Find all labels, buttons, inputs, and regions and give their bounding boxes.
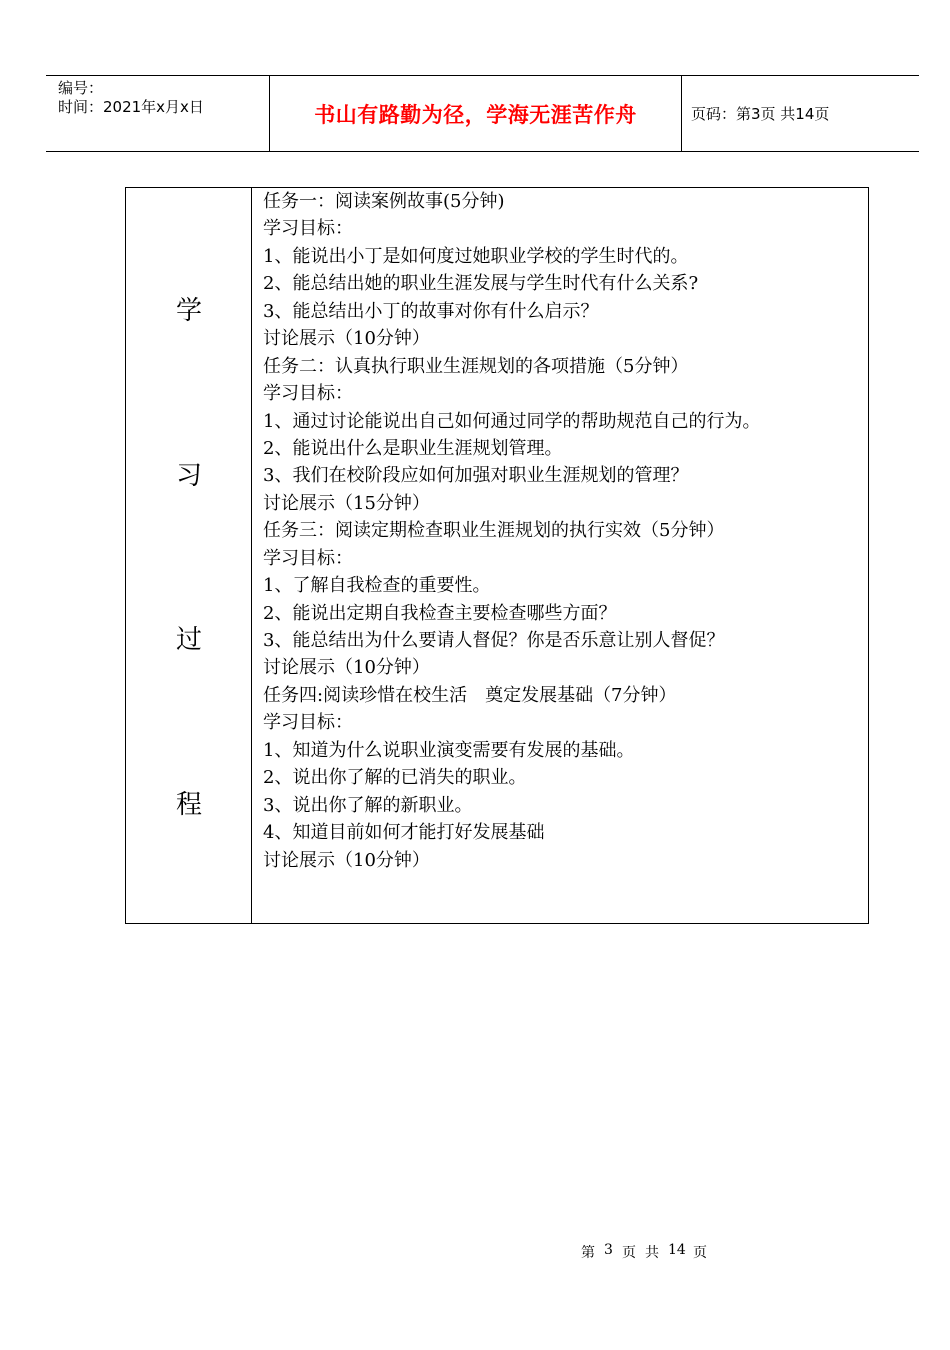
header-page-number: 页码：第3页 共14页 — [691, 105, 830, 123]
header-meta — [58, 79, 204, 117]
content-line: 1、知道为什么说职业演变需要有发展的基础。 — [263, 739, 635, 761]
content-line: 讨论展示（15分钟） — [263, 492, 430, 514]
content-line: 3、能总结出为什么要请人督促？你是否乐意让别人督促？ — [263, 630, 725, 651]
task-title: 任务一：阅读案例故事(5分钟) — [263, 191, 505, 212]
task-title: 任务三：阅读定期检查职业生涯规划的执行实效（5分钟） — [263, 520, 725, 542]
section-label-char: 过 — [175, 625, 202, 655]
content-line: 2、能说出什么是职业生涯规划管理。 — [263, 437, 563, 459]
code-label: 编号： — [58, 79, 104, 97]
header-motto: 书山有路勤为径，学海无涯苦作舟 — [314, 102, 637, 127]
content-line: 2、能说出定期自我检查主要检查哪些方面？ — [263, 602, 617, 624]
page-header — [46, 75, 919, 152]
content-line: 2、说出你了解的已消失的职业。 — [263, 767, 527, 789]
section-label-cell — [126, 188, 252, 923]
section-label-char: 习 — [175, 461, 202, 491]
content-line: 讨论展示（10分钟） — [263, 657, 430, 679]
content-line: 1、能说出小丁是如何度过她职业学校的学生时代的。 — [263, 245, 689, 267]
section-label-char: 程 — [175, 790, 202, 820]
content-line: 学习目标： — [263, 383, 353, 405]
content-cell — [263, 188, 863, 874]
date-label: 时间：2021年x月x日 — [58, 98, 204, 116]
footer-gong: 共 — [645, 1245, 659, 1261]
header-divider — [681, 76, 682, 151]
content-line: 3、说出你了解的新职业。 — [263, 794, 473, 816]
content-line: 3、我们在校阶段应如何加强对职业生涯规划的管理？ — [263, 465, 689, 487]
content-line: 3、能总结出小丁的故事对你有什么启示？ — [263, 300, 599, 322]
content-line: 讨论展示（10分钟） — [263, 849, 430, 871]
section-label-char: 学 — [175, 296, 202, 326]
learning-process-table — [125, 187, 869, 924]
footer-page-number: 3 — [604, 1242, 613, 1258]
task-title: 任务四:阅读珍惜在校生活 奠定发展基础（7分钟） — [263, 684, 677, 706]
task-title: 任务二：认真执行职业生涯规划的各项措施（5分钟） — [263, 355, 689, 377]
footer-ye: 页 — [693, 1245, 707, 1261]
content-line: 4、知道目前如何才能打好发展基础 — [263, 822, 545, 844]
content-line: 学习目标： — [263, 218, 353, 240]
content-line: 讨论展示（10分钟） — [263, 328, 430, 350]
footer-di: 第 — [581, 1245, 595, 1261]
content-line: 2、能总结出她的职业生涯发展与学生时代有什么关系? — [263, 273, 699, 295]
footer-total-pages: 14 — [668, 1242, 686, 1258]
content-line: 1、了解自我检查的重要性。 — [263, 575, 491, 597]
content-line: 1、通过讨论能说出自己如何通过同学的帮助规范自己的行为。 — [263, 410, 761, 432]
content-line: 学习目标： — [263, 712, 353, 734]
footer-ye: 页 — [622, 1245, 636, 1261]
content-line: 学习目标： — [263, 547, 353, 569]
